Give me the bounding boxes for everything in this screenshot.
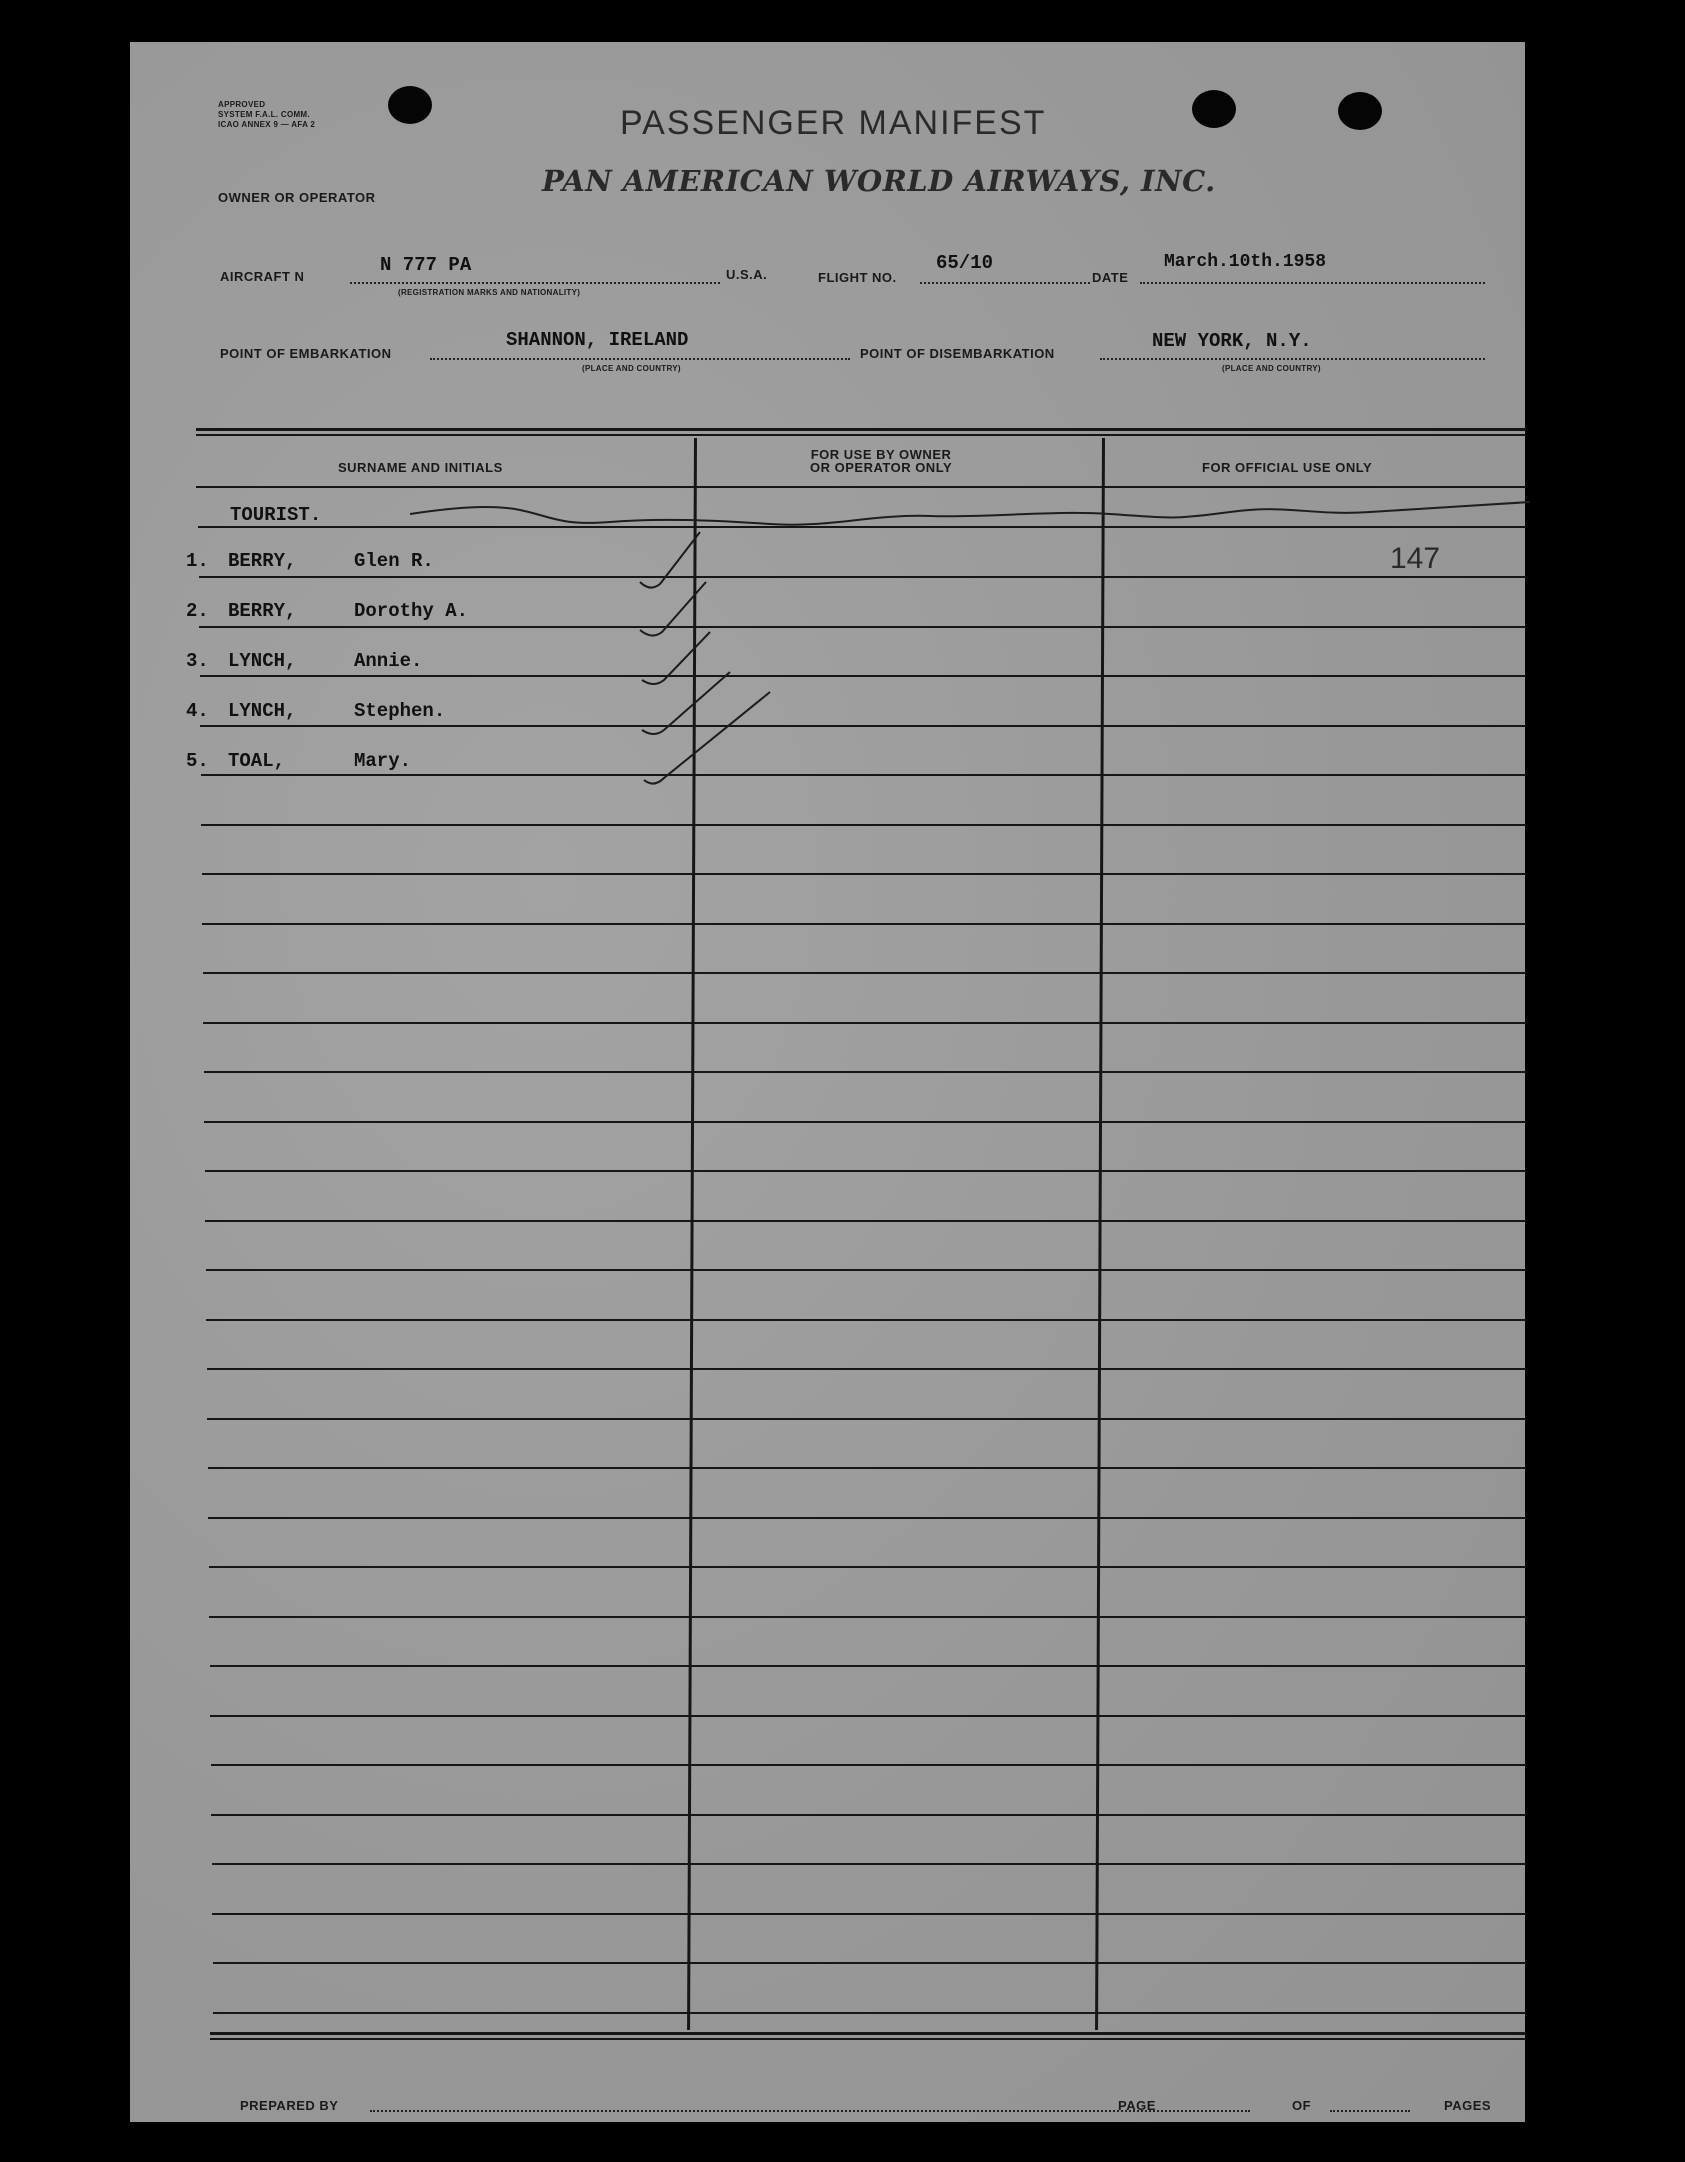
- table-top-rule: [196, 428, 1526, 431]
- tourist-wavy-line: [410, 490, 1530, 530]
- underline: [920, 282, 1090, 285]
- punch-hole: [1192, 90, 1236, 128]
- column-header-surname: SURNAME AND INITIALS: [338, 460, 503, 475]
- page-label: PAGE: [1118, 2098, 1156, 2113]
- of-label: OF: [1292, 2098, 1312, 2113]
- row-rule: [209, 1566, 1527, 1568]
- country-label: U.S.A.: [726, 267, 768, 282]
- row-rule: [202, 873, 1527, 875]
- date-label: DATE: [1092, 270, 1129, 285]
- underline: [1100, 358, 1485, 361]
- row-rule: [212, 1863, 1527, 1865]
- row-rule: [200, 725, 1526, 727]
- owner-use-line: OR OPERATOR ONLY: [810, 460, 953, 475]
- passenger-given-name: Glen R.: [354, 550, 434, 572]
- row-rule: [200, 675, 1527, 677]
- table-bottom-rule: [210, 2038, 1526, 2040]
- row-rule: [209, 1616, 1526, 1618]
- row-rule: [207, 1368, 1527, 1370]
- manifest-sheet: [130, 42, 1525, 2122]
- row-rule: [204, 1121, 1526, 1123]
- company-name: PAN AMERICAN WORLD AIRWAYS, INC.: [542, 164, 1216, 198]
- row-rule: [205, 1220, 1526, 1222]
- prepared-by-label: PREPARED BY: [240, 2098, 339, 2113]
- passenger-surname: BERRY,: [228, 600, 297, 622]
- passenger-surname: LYNCH,: [228, 650, 297, 672]
- row-rule: [204, 1071, 1527, 1073]
- row-rule: [202, 923, 1526, 925]
- passenger-given-name: Annie.: [354, 650, 423, 672]
- passenger-given-name: Stephen.: [354, 700, 446, 722]
- row-rule: [206, 1319, 1526, 1321]
- owner-use-line: FOR USE BY OWNER: [810, 447, 952, 462]
- aircraft-sub-label: (REGISTRATION MARKS AND NATIONALITY): [398, 288, 581, 297]
- row-rule: [205, 1170, 1527, 1172]
- row-rule: [199, 576, 1527, 578]
- underline: [350, 282, 720, 285]
- row-rule: [206, 1269, 1527, 1271]
- approved-line: ICAO ANNEX 9 — AFA 2: [218, 120, 316, 129]
- passenger-surname: BERRY,: [228, 550, 297, 572]
- aircraft-label: AIRCRAFT N: [220, 269, 305, 284]
- row-rule: [203, 972, 1527, 974]
- passenger-surname: LYNCH,: [228, 700, 297, 722]
- owner-label: OWNER OR OPERATOR: [218, 190, 376, 205]
- table-bottom-rule: [210, 2032, 1526, 2035]
- row-rule: [213, 2012, 1526, 2014]
- embarkation-value: SHANNON, IRELAND: [506, 329, 689, 351]
- passenger-number: 4.: [186, 700, 209, 722]
- row-rule: [210, 1715, 1526, 1717]
- underline: [1140, 282, 1485, 285]
- passenger-number: 3.: [186, 650, 209, 672]
- approved-line: APPROVED: [218, 100, 266, 109]
- flight-label: FLIGHT NO.: [818, 270, 897, 285]
- header-rule: [196, 486, 1526, 488]
- stamp-number: 147: [1390, 542, 1441, 575]
- passenger-number: 2.: [186, 600, 209, 622]
- passenger-number: 5.: [186, 750, 209, 772]
- row-rule: [213, 1962, 1527, 1964]
- check-marks: [630, 522, 830, 822]
- pages-label: PAGES: [1444, 2098, 1492, 2113]
- punch-hole: [1338, 92, 1382, 130]
- disembarkation-value: NEW YORK, N.Y.: [1152, 330, 1312, 352]
- table-top-rule: [196, 434, 1526, 436]
- embarkation-label: POINT OF EMBARKATION: [220, 346, 392, 361]
- row-rule: [208, 1517, 1526, 1519]
- flight-value: 65/10: [936, 252, 994, 274]
- disembarkation-label: POINT OF DISEMBARKATION: [860, 346, 1055, 361]
- row-rule: [201, 824, 1526, 826]
- punch-hole: [388, 86, 432, 124]
- page-title: PASSENGER MANIFEST: [620, 104, 1047, 142]
- passenger-surname: TOAL,: [228, 750, 286, 772]
- aircraft-value: N 777 PA: [380, 254, 472, 276]
- passenger-given-name: Dorothy A.: [354, 600, 469, 622]
- row-rule: [203, 1022, 1526, 1024]
- embarkation-sub-label: (PLACE AND COUNTRY): [582, 364, 681, 373]
- disembarkation-sub-label: (PLACE AND COUNTRY): [1222, 364, 1321, 373]
- row-rule: [210, 1665, 1527, 1667]
- row-rule: [211, 1764, 1527, 1766]
- row-rule: [208, 1467, 1527, 1469]
- underline: [430, 358, 850, 361]
- underline: [1330, 2110, 1410, 2113]
- row-rule: [212, 1913, 1526, 1915]
- column-header-official-use: FOR OFFICIAL USE ONLY: [1202, 460, 1373, 475]
- passenger-number: 1.: [186, 550, 209, 572]
- row-rule: [211, 1814, 1526, 1816]
- approved-line: SYSTEM F.A.L. COMM.: [218, 110, 310, 119]
- passenger-given-name: Mary.: [354, 750, 412, 772]
- row-rule: [201, 774, 1527, 776]
- row-rule: [199, 626, 1526, 628]
- section-label: TOURIST.: [230, 504, 322, 526]
- date-value: March.10th.1958: [1164, 252, 1327, 272]
- approved-note: [218, 100, 315, 130]
- row-rule: [207, 1418, 1526, 1420]
- column-header-owner-use: [810, 448, 952, 474]
